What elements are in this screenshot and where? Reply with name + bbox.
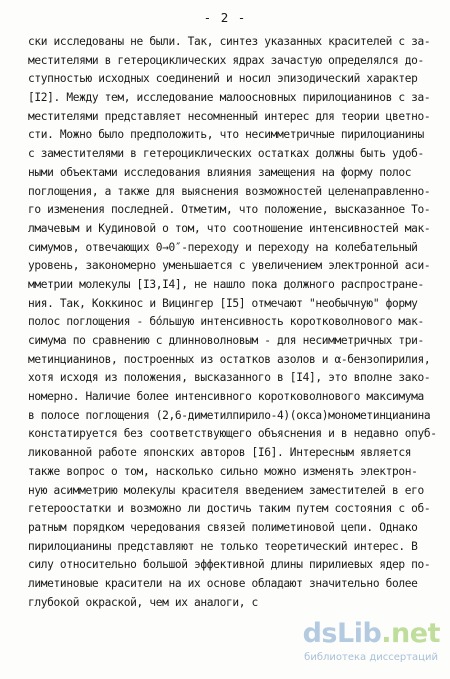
- text-line: го изменения последней. Отметим, что положение, высказанное То-: [28, 203, 431, 217]
- text-line: лмачевым и Кудиновой о том, что соотношение интенсивностей мак-: [28, 221, 431, 235]
- text-line: [I2]. Между тем, исследование малоосновных пирилоцианинов с за-: [28, 91, 431, 105]
- text-line: ными объектами исследования влияния замещения на форму полос: [28, 165, 412, 179]
- text-line: с заместителями в гетероциклических остатках должны быть удоб-: [28, 147, 424, 161]
- watermark-logo-tld: .net: [381, 618, 440, 649]
- text-line: ступностью исходных соединений и носил эпизодический характер: [28, 72, 418, 86]
- text-line: хотя исходя из положения, высказанного в [I4], это вполне зако-: [28, 371, 431, 385]
- text-line: ски исследованы не были. Так, синтез указанных красителей с за-: [28, 35, 431, 48]
- text-line: ликованной работе японских авторов [I6]. Интересным является: [28, 446, 412, 460]
- text-line: метинцианинов, построенных из остатков азолов и α-бензопирилия,: [28, 352, 431, 366]
- text-line: ратным порядком чередования связей полиметиновой цепи. Однако: [28, 520, 418, 534]
- text-line: симумов, отвечающих 0→0″-переходу и переходу на колебательный: [28, 240, 418, 254]
- text-line: глубокой окраской, чем их аналоги, с: [28, 595, 258, 609]
- text-line: полос поглощения - бо́льшую интенсивность коротковолнового мак-: [28, 315, 424, 329]
- text-line: ния. Так, Коккинос и Вицингер [I5] отмечают "необычную" форму: [28, 296, 418, 310]
- watermark-logo-main: dsLib: [302, 618, 382, 649]
- text-line: местителями представляет несомненный интерес для теории цветно-: [28, 109, 431, 123]
- text-line: уровень, закономерно уменьшается с увеличением электронной аси-: [28, 259, 431, 273]
- text-line: также вопрос о том, насколько сильно можно изменять электрон-: [28, 464, 418, 478]
- text-line: сти. Можно было предположить, что несимметричные пирилоцианины: [28, 128, 424, 142]
- watermark-logo-text: [303, 619, 440, 649]
- text-line: лиметиновые красители на их основе обладают значительно более: [28, 576, 418, 590]
- text-line: мметрии молекулы [I3,I4], не нашло пока должного распростране-: [28, 277, 424, 291]
- text-line: пирилоцианины представляют не только теоретический интерес. В: [28, 539, 418, 553]
- page-number: - 2 -: [203, 10, 247, 25]
- body-text: [28, 33, 438, 612]
- text-line: номерно. Наличие более интенсивного коротковолнового максимума: [28, 390, 424, 404]
- text-line: ную асимметрию молекулы красителя введением заместителей в его: [28, 483, 424, 497]
- text-line: поглощения, а также для выяснения возможностей целенаправленно-: [28, 184, 431, 198]
- text-line: симума по сравнению с длинноволновым - для несимметричных три-: [28, 334, 424, 347]
- text-line: местителями в гетероциклических ядрах зачастую определялся до-: [28, 53, 424, 67]
- text-line: констатируется без соответствующего объяснения и в недавно опуб-: [28, 427, 437, 441]
- text-line: в полосе поглощения (2,6-диметилпирило-4)(окса)монометинцианина: [28, 408, 431, 422]
- text-line: гетероостатки и возможно ли достичь таким путем состояния с об-: [28, 502, 431, 516]
- text-line: силу относительно большой эффективной длины пирилиевых ядер по-: [28, 558, 431, 572]
- watermark-logo: [290, 619, 440, 669]
- watermark-subtitle: библиотека диссертаций: [304, 652, 438, 663]
